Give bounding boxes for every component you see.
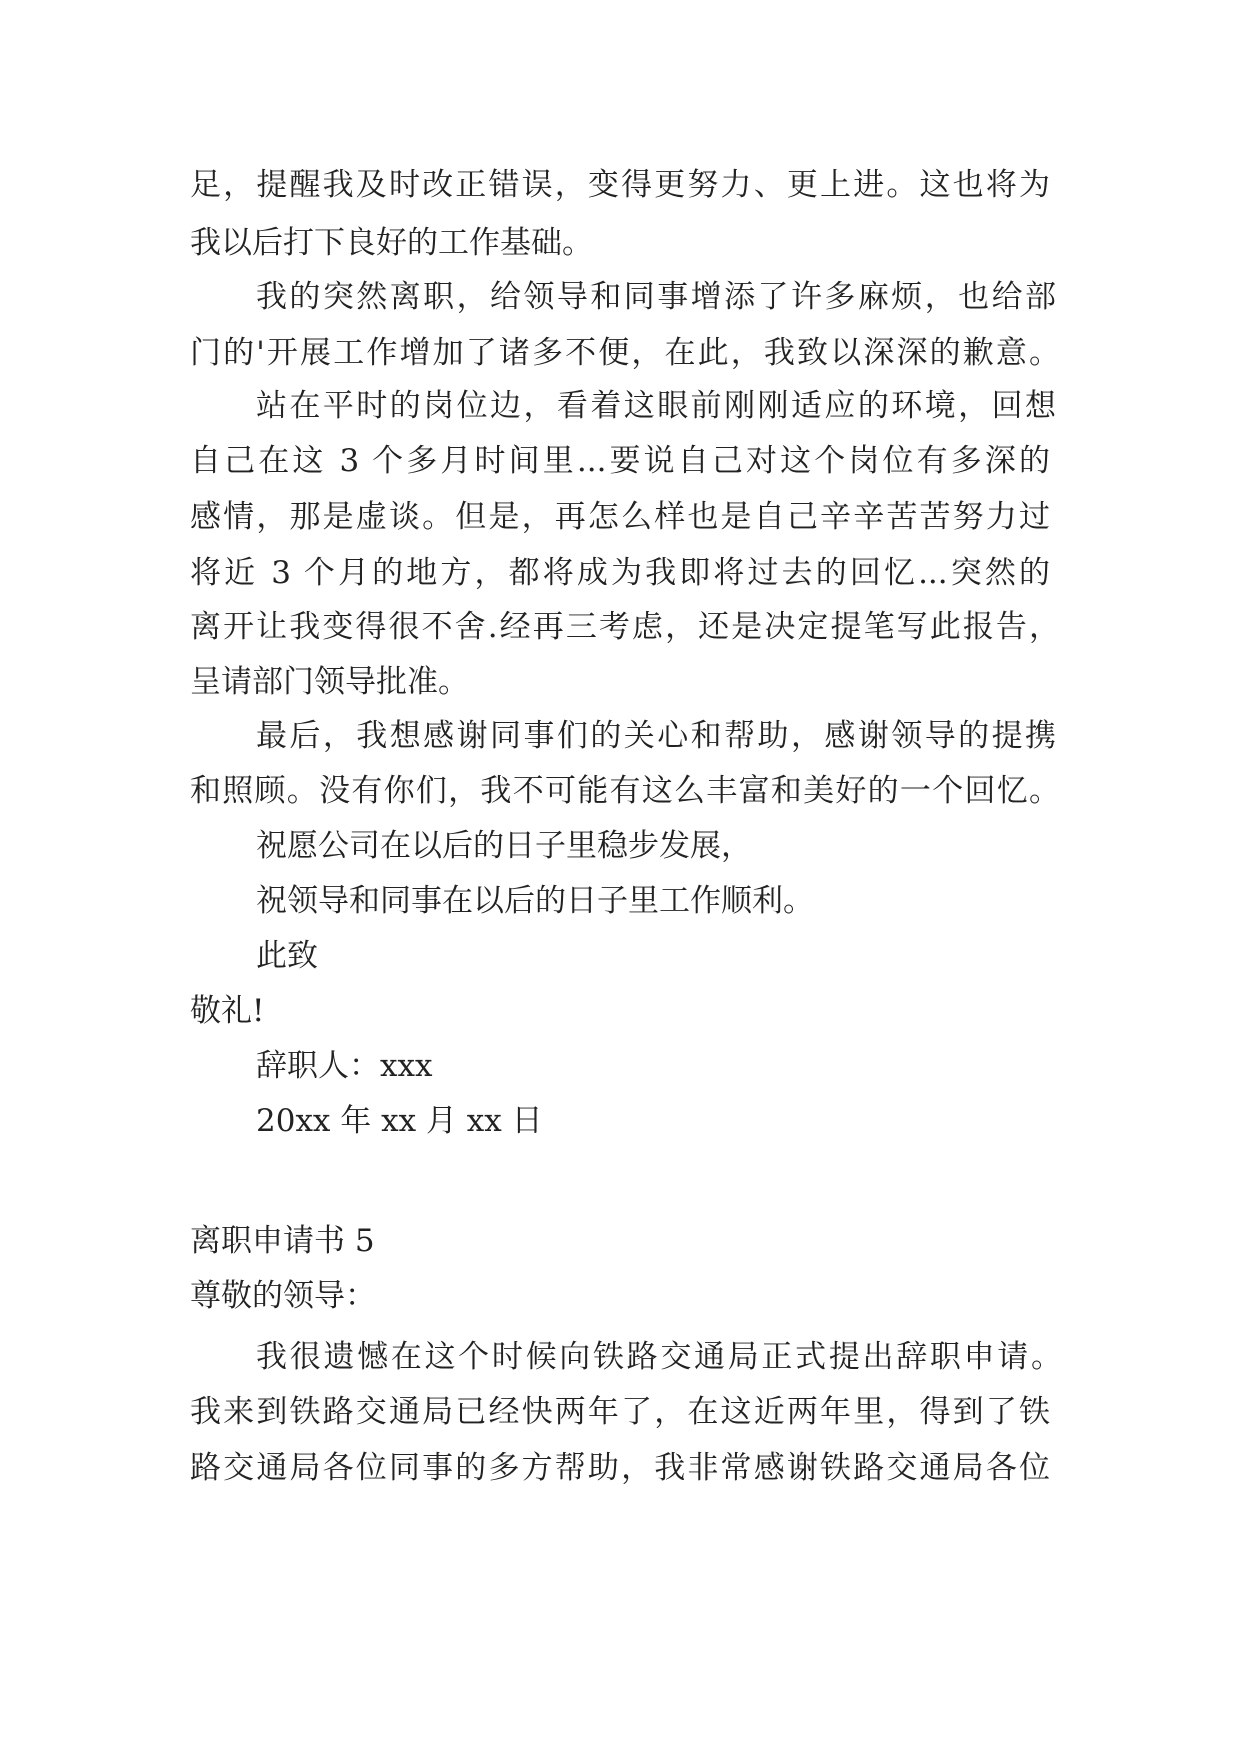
closing-salutation: 此致 xyxy=(256,938,318,974)
closing-regards: 敬礼! xyxy=(190,993,265,1029)
body-line: 自己在这 3 个多月时间里...要说自己对这个岗位有多深的 xyxy=(190,443,1050,479)
body-line: 我来到铁路交通局已经快两年了，在这近两年里，得到了铁 xyxy=(190,1394,1050,1430)
body-line: 路交通局各位同事的多方帮助，我非常感谢铁路交通局各位 xyxy=(190,1450,1050,1486)
body-line: 站在平时的岗位边，看着这眼前刚刚适应的环境，回想 xyxy=(256,388,1056,424)
body-line: 离开让我变得很不舍.经再三考虑，还是决定提笔写此报告， xyxy=(190,609,1060,645)
body-line: 我的突然离职，给领导和同事增添了许多麻烦，也给部 xyxy=(256,279,1056,315)
body-line: 最后，我想感谢同事们的关心和帮助，感谢领导的提携 xyxy=(256,718,1056,754)
body-line: 祝愿公司在以后的日子里稳步发展， xyxy=(256,828,752,864)
signature-name: 辞职人：xxx xyxy=(256,1048,433,1084)
signature-date: 20xx 年 xx 月 xx 日 xyxy=(256,1103,543,1139)
body-line: 祝领导和同事在以后的日子里工作顺利。 xyxy=(256,883,814,919)
section-title: 离职申请书 5 xyxy=(190,1223,375,1259)
body-line: 呈请部门领导批准。 xyxy=(190,664,469,700)
body-line: 门的'开展工作增加了诸多不便，在此，我致以深深的歉意。 xyxy=(190,335,1060,371)
body-line: 足，提醒我及时改正错误，变得更努力、更上进。这也将为 xyxy=(190,167,1050,203)
body-line: 我以后打下良好的工作基础。 xyxy=(190,225,593,261)
body-line: 和照顾。没有你们，我不可能有这么丰富和美好的一个回忆。 xyxy=(190,773,1060,809)
body-line: 感情，那是虚谈。但是，再怎么样也是自己辛辛苦苦努力过 xyxy=(190,499,1050,535)
greeting: 尊敬的领导： xyxy=(190,1278,376,1314)
body-line: 将近 3 个月的地方，都将成为我即将过去的回忆...突然的 xyxy=(190,555,1050,591)
body-line: 我很遗憾在这个时候向铁路交通局正式提出辞职申请。 xyxy=(256,1339,1062,1375)
